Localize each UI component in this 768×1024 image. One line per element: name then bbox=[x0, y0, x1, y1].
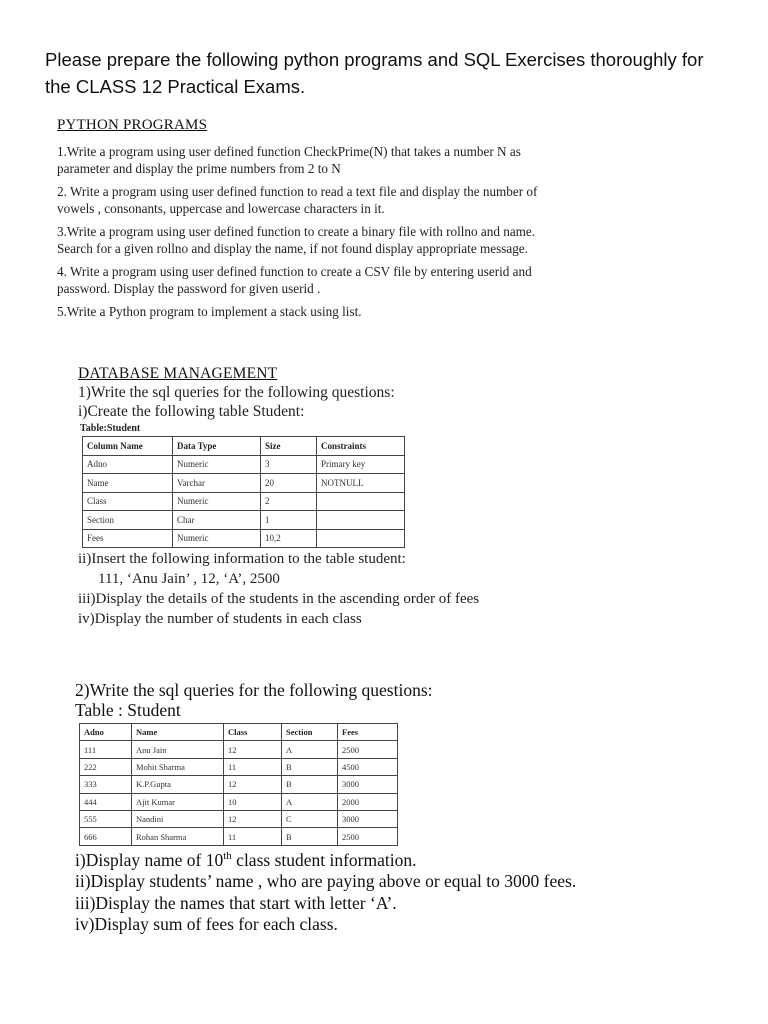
table-cell: 2000 bbox=[338, 793, 398, 810]
table-cell: 11 bbox=[224, 828, 282, 845]
python-programs-heading: PYTHON PROGRAMS bbox=[57, 117, 208, 133]
question-2-section bbox=[75, 680, 715, 936]
table-cell bbox=[317, 492, 405, 511]
question-2-title: 2)Write the sql queries for the following questions: bbox=[75, 680, 433, 700]
table-cell: Numeric bbox=[173, 492, 261, 511]
python-program-line: 5.Write a Python program to implement a stack using list. bbox=[57, 304, 362, 319]
intro-text bbox=[45, 46, 735, 100]
python-program-line: 3.Write a program using user defined function to create a binary file with rollno and name. bbox=[57, 224, 536, 239]
table-cell: 111 bbox=[80, 741, 132, 758]
table-cell: 1 bbox=[261, 511, 317, 530]
table-cell bbox=[317, 529, 405, 548]
table-cell: Class bbox=[83, 492, 173, 511]
table-cell: Anu Jain bbox=[132, 741, 224, 758]
python-programs-section bbox=[57, 117, 657, 326]
python-program-item bbox=[57, 303, 657, 320]
table-cell: 555 bbox=[80, 810, 132, 827]
question-2-part-i-text: i)Display name of 10 bbox=[75, 849, 224, 870]
question-1-part-iv: iv)Display the number of students in each class bbox=[78, 611, 362, 627]
table-header-row bbox=[83, 437, 405, 456]
question-1-part-iii: iii)Display the details of the students in the ascending order of fees bbox=[78, 591, 480, 607]
table-header-cell: Constraints bbox=[317, 437, 405, 456]
table-header-row bbox=[80, 724, 398, 741]
table-header-cell: Name bbox=[132, 724, 224, 741]
table-row bbox=[80, 810, 398, 827]
python-program-line: 4. Write a program using user defined function to create a CSV file by entering userid and bbox=[57, 264, 532, 279]
table-cell: Nandini bbox=[132, 810, 224, 827]
table-cell: Primary key bbox=[317, 455, 405, 474]
table-cell: Char bbox=[173, 511, 261, 530]
intro-line-2: the CLASS 12 Practical Exams. bbox=[45, 76, 306, 97]
question-2-part-i-text: class student information. bbox=[231, 849, 417, 870]
table-cell: 3000 bbox=[338, 776, 398, 793]
table-row bbox=[83, 511, 405, 530]
table-row bbox=[80, 758, 398, 775]
table-cell: Numeric bbox=[173, 529, 261, 548]
ordinal-suffix: th bbox=[223, 849, 232, 862]
table-row bbox=[80, 776, 398, 793]
table-cell: 333 bbox=[80, 776, 132, 793]
table-cell: Mohit Sharma bbox=[132, 758, 224, 775]
question-2-part-i bbox=[75, 850, 715, 872]
table-row bbox=[83, 455, 405, 474]
table-cell: Section bbox=[83, 511, 173, 530]
question-2-part-ii: ii)Display students’ name , who are paying above or equal to 3000 fees. bbox=[75, 871, 577, 892]
question-2-parts bbox=[75, 850, 715, 936]
python-program-line: 1.Write a program using user defined function CheckPrime(N) that takes a number N as bbox=[57, 144, 521, 159]
table-header-cell: Data Type bbox=[173, 437, 261, 456]
table-cell: 12 bbox=[224, 810, 282, 827]
python-program-line: 2. Write a program using user defined function to read a text file and display the number of bbox=[57, 184, 538, 199]
student-data-table bbox=[79, 723, 398, 846]
table-cell: 666 bbox=[80, 828, 132, 845]
python-program-item bbox=[57, 223, 657, 257]
python-program-line: vowels , consonants, uppercase and lowercase characters in it. bbox=[57, 201, 385, 216]
table-cell: A bbox=[282, 741, 338, 758]
table-cell: Rohan Sharma bbox=[132, 828, 224, 845]
table-cell: NOTNULL bbox=[317, 474, 405, 493]
question-1-part-ii: ii)Insert the following information to the table student: bbox=[78, 551, 406, 567]
question-1-title: 1)Write the sql queries for the following questions: bbox=[78, 384, 395, 401]
table-header-cell: Class bbox=[224, 724, 282, 741]
table-row bbox=[80, 741, 398, 758]
question-2-part-iv: iv)Display sum of fees for each class. bbox=[75, 914, 338, 935]
student-schema-table bbox=[82, 436, 405, 548]
python-program-line: Search for a given rollno and display the name, if not found display appropriate message. bbox=[57, 241, 528, 256]
question-1-part-i: i)Create the following table Student: bbox=[78, 403, 305, 420]
table-cell: 2 bbox=[261, 492, 317, 511]
table-header-cell: Fees bbox=[338, 724, 398, 741]
database-management-heading: DATABASE MANAGEMENT bbox=[78, 365, 278, 382]
database-management-section bbox=[78, 365, 638, 629]
table-cell: K.P.Gupta bbox=[132, 776, 224, 793]
python-program-line: password. Display the password for given userid . bbox=[57, 281, 321, 296]
python-program-item bbox=[57, 143, 657, 177]
table-header-cell: Column Name bbox=[83, 437, 173, 456]
table-cell: Fees bbox=[83, 529, 173, 548]
table-row bbox=[80, 828, 398, 845]
intro-line-1: Please prepare the following python programs and SQL Exercises thoroughly for bbox=[45, 49, 704, 70]
table-header-cell: Adno bbox=[80, 724, 132, 741]
table-cell: Varchar bbox=[173, 474, 261, 493]
table-row bbox=[83, 474, 405, 493]
table-cell: 20 bbox=[261, 474, 317, 493]
table-cell: C bbox=[282, 810, 338, 827]
table-header-cell: Section bbox=[282, 724, 338, 741]
table-cell: B bbox=[282, 758, 338, 775]
question-2-table-title: Table : Student bbox=[75, 700, 181, 720]
table-cell: 2500 bbox=[338, 741, 398, 758]
table-cell: Name bbox=[83, 474, 173, 493]
question-1-insert-values: 111, ‘Anu Jain’ , 12, ‘A’, 2500 bbox=[98, 571, 280, 587]
table-cell: 11 bbox=[224, 758, 282, 775]
table-cell: Numeric bbox=[173, 455, 261, 474]
table-cell: Ajit Kumar bbox=[132, 793, 224, 810]
table-header-cell: Size bbox=[261, 437, 317, 456]
table-cell: 10,2 bbox=[261, 529, 317, 548]
table-cell: 222 bbox=[80, 758, 132, 775]
python-program-item bbox=[57, 183, 657, 217]
question-1-parts bbox=[78, 549, 638, 629]
python-program-line: parameter and display the prime numbers from 2 to N bbox=[57, 161, 341, 176]
table-cell: Adno bbox=[83, 455, 173, 474]
table-row bbox=[83, 492, 405, 511]
question-2-part-iii: iii)Display the names that start with letter ‘A’. bbox=[75, 892, 397, 913]
table-cell: 12 bbox=[224, 776, 282, 793]
table-cell: B bbox=[282, 828, 338, 845]
table-cell: 3 bbox=[261, 455, 317, 474]
table-cell: 10 bbox=[224, 793, 282, 810]
table-row bbox=[83, 529, 405, 548]
table-cell: 444 bbox=[80, 793, 132, 810]
table-caption: Table:Student bbox=[80, 423, 141, 434]
table-cell: A bbox=[282, 793, 338, 810]
table-cell bbox=[317, 511, 405, 530]
table-cell: B bbox=[282, 776, 338, 793]
python-program-item bbox=[57, 263, 657, 297]
table-cell: 12 bbox=[224, 741, 282, 758]
table-cell: 3000 bbox=[338, 810, 398, 827]
table-cell: 2500 bbox=[338, 828, 398, 845]
table-cell: 4500 bbox=[338, 758, 398, 775]
table-row bbox=[80, 793, 398, 810]
